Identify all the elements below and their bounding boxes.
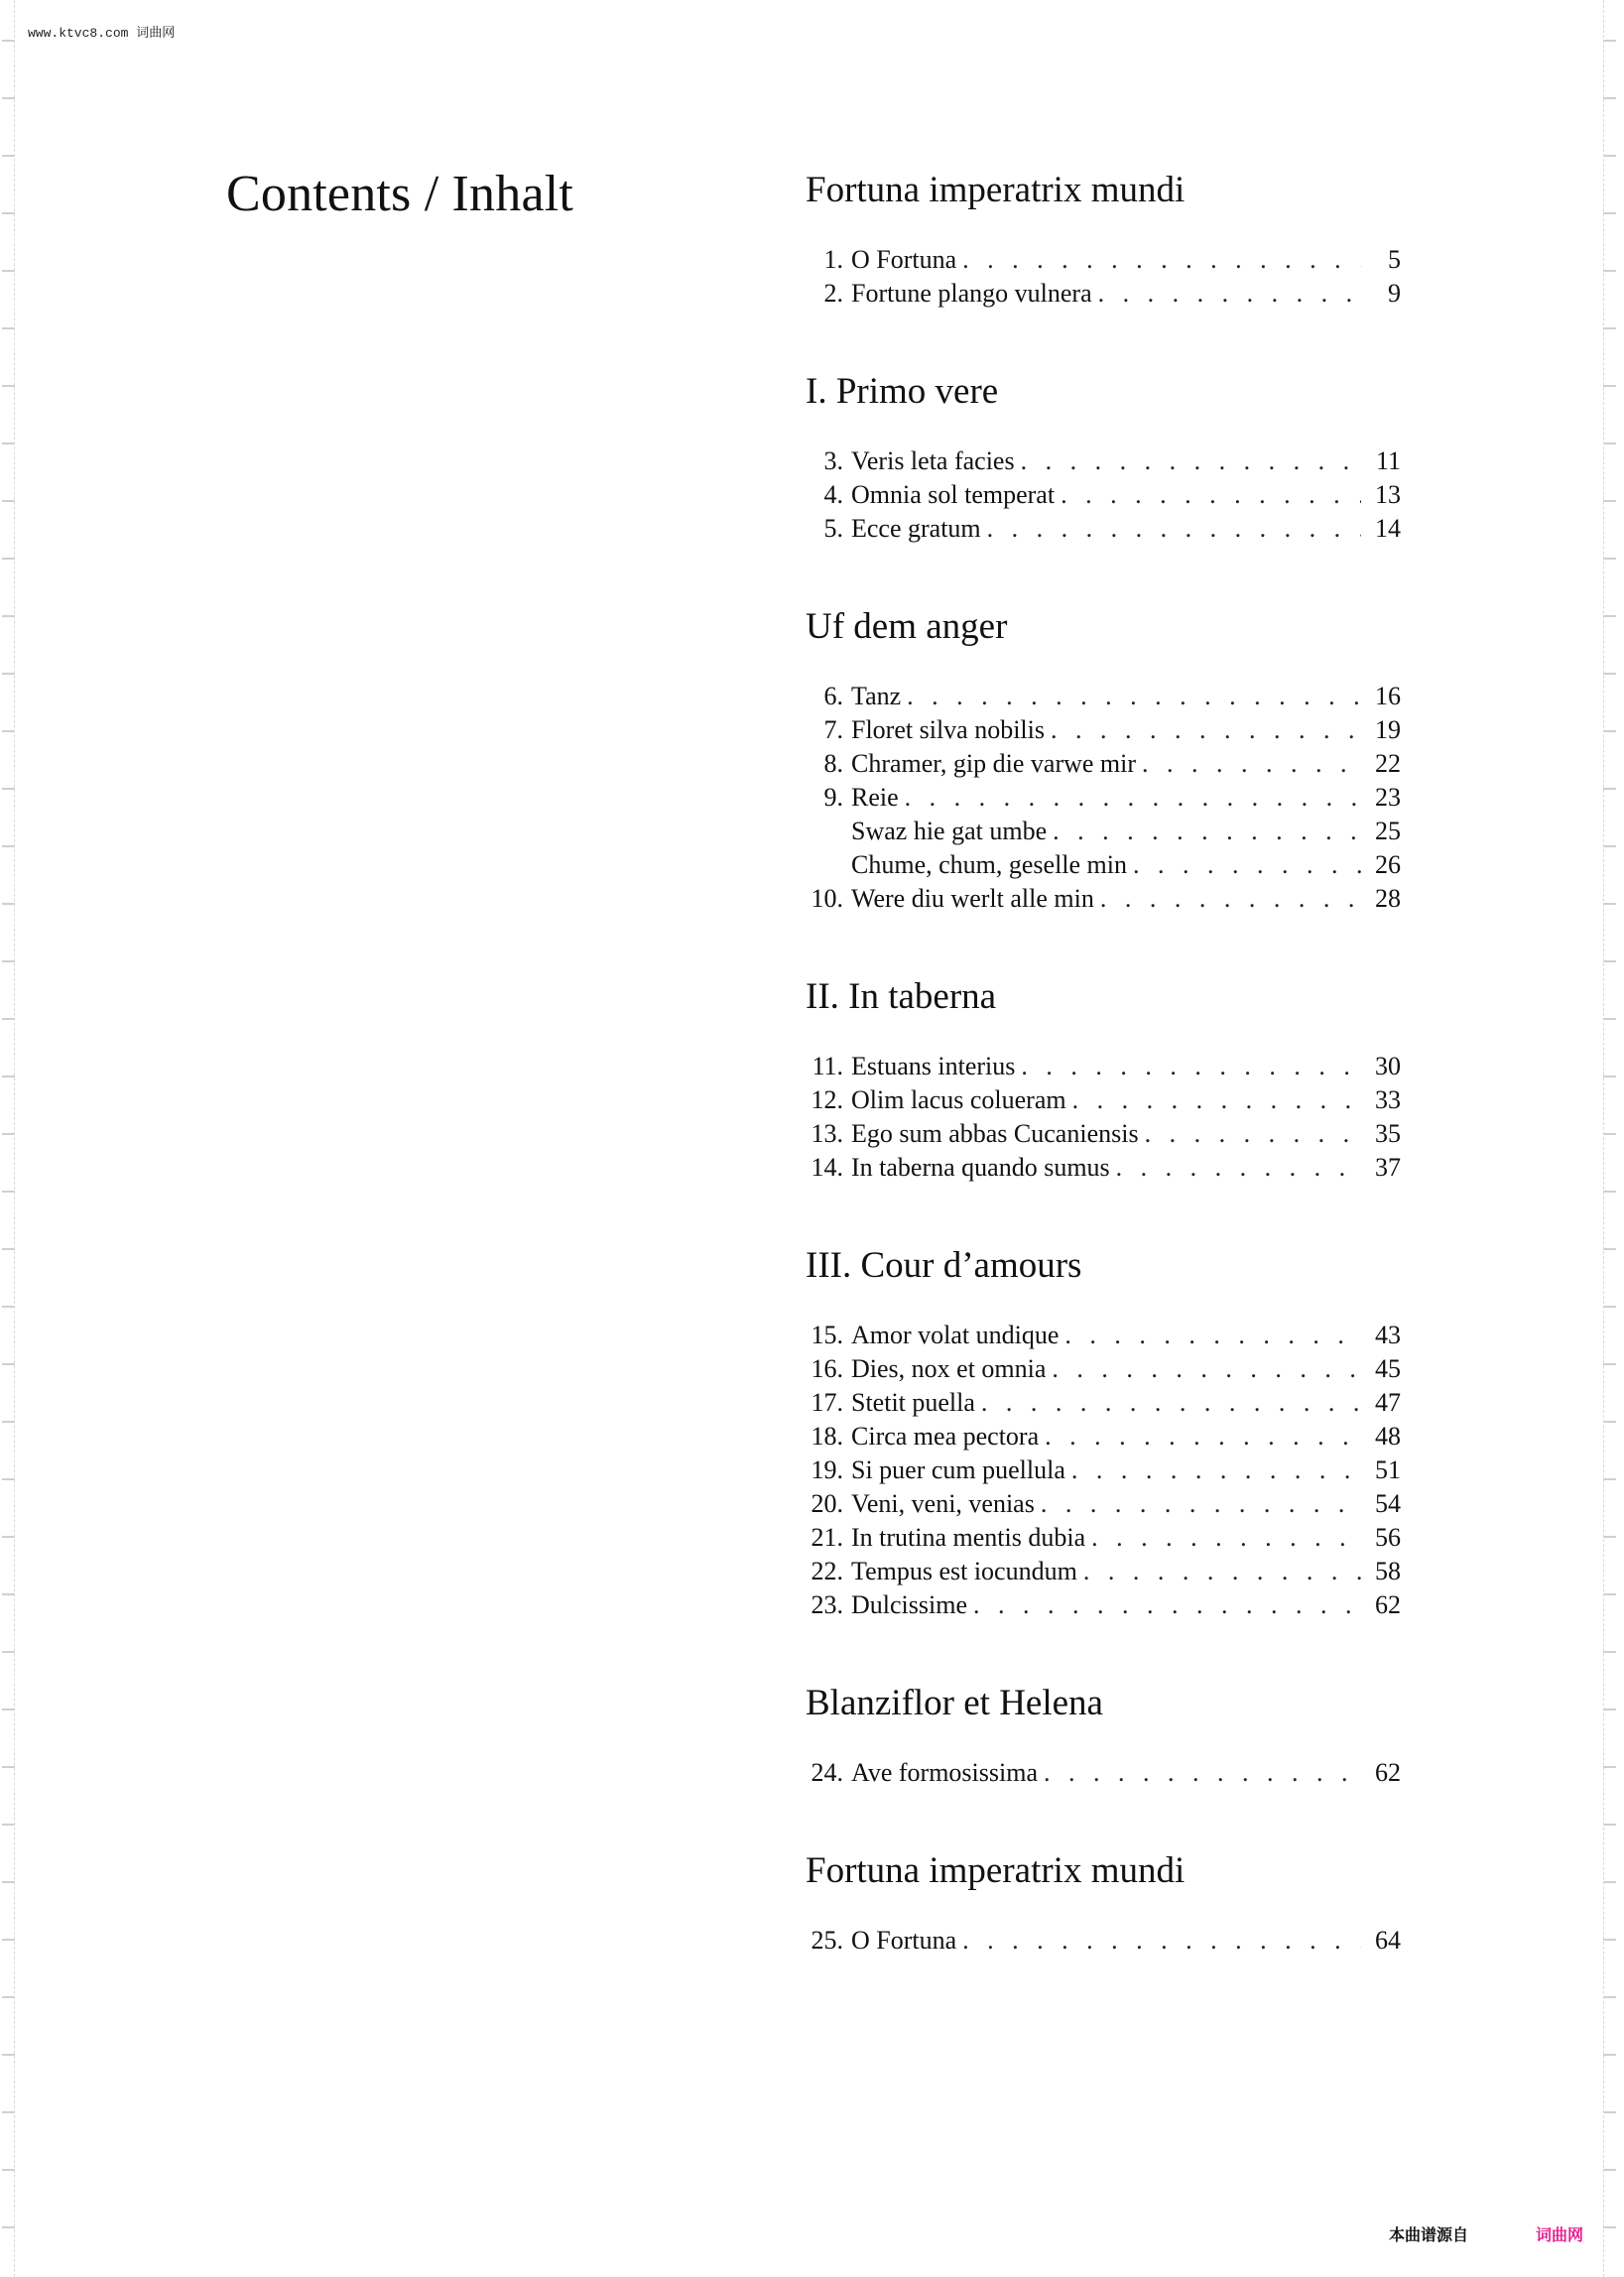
right-watermark-strip	[1603, 0, 1616, 2277]
dot-leader	[1061, 478, 1361, 512]
entry-number: 9.	[823, 783, 843, 812]
entry-number: 21.	[811, 1523, 843, 1552]
toc-entry	[806, 815, 1401, 848]
section-title: III. Cour d’amours	[806, 1245, 1082, 1286]
entry-page-number: 35	[1375, 1119, 1401, 1148]
footer-source-text: 本曲谱源自	[1389, 2225, 1469, 2244]
toc-entry	[806, 1151, 1401, 1185]
entry-title: Floret silva nobilis	[851, 715, 1045, 744]
dot-leader	[1045, 1420, 1361, 1454]
dot-leader	[1133, 848, 1361, 882]
entry-title: Olim lacus colueram	[851, 1085, 1066, 1114]
dot-leader	[1116, 1151, 1361, 1185]
entry-page-number: 9	[1388, 279, 1401, 308]
toc-entry	[806, 1083, 1401, 1117]
section-title: Blanziflor et Helena	[806, 1683, 1103, 1723]
entry-title: Dulcissime	[851, 1590, 967, 1619]
toc-section	[806, 169, 1401, 311]
entry-number: 22.	[811, 1557, 843, 1585]
left-watermark-strip	[2, 0, 15, 2277]
toc-entry	[806, 713, 1401, 747]
entry-page-number: 30	[1375, 1052, 1401, 1080]
entry-number: 8.	[823, 749, 843, 778]
section-title: Uf dem anger	[806, 606, 1008, 647]
dot-leader	[1064, 1319, 1361, 1352]
section-title: I. Primo vere	[806, 371, 999, 412]
entry-page-number: 25	[1375, 817, 1401, 845]
dot-leader	[1091, 1521, 1361, 1555]
toc-entry	[806, 1386, 1401, 1420]
entry-page-number: 11	[1375, 446, 1401, 475]
entry-title: O Fortuna	[851, 245, 957, 274]
table-of-contents	[806, 169, 1401, 2017]
toc-entry	[806, 747, 1401, 781]
toc-entry	[806, 1487, 1401, 1521]
entry-number: 24.	[811, 1758, 843, 1787]
entry-number: 4.	[823, 480, 843, 509]
entry-title: Veris leta facies	[851, 446, 1015, 475]
dot-leader	[1072, 1083, 1361, 1117]
entry-number: 6.	[823, 682, 843, 710]
entry-title: In trutina mentis dubia	[851, 1523, 1086, 1552]
entry-number: 12.	[811, 1085, 843, 1114]
entry-title: Si puer cum puellula	[851, 1455, 1065, 1484]
toc-entry	[806, 1521, 1401, 1555]
entry-number: 11.	[812, 1052, 843, 1080]
entry-page-number: 58	[1375, 1557, 1401, 1585]
entry-number: 20.	[811, 1489, 843, 1518]
dot-leader	[962, 1924, 1361, 1958]
dot-leader	[1071, 1454, 1361, 1487]
entry-page-number: 23	[1375, 783, 1401, 812]
entry-title: Tempus est iocundum	[851, 1557, 1077, 1585]
entry-page-number: 37	[1375, 1153, 1401, 1182]
toc-entry	[806, 1454, 1401, 1487]
entry-page-number: 16	[1375, 682, 1401, 710]
entry-number: 23.	[811, 1590, 843, 1619]
entry-title: Veni, veni, venias	[851, 1489, 1035, 1518]
entry-number: 17.	[811, 1388, 843, 1417]
entry-title: Chume, chum, geselle min	[851, 850, 1128, 879]
entry-title: In taberna quando sumus	[851, 1153, 1110, 1182]
entry-title: Omnia sol temperat	[851, 480, 1056, 509]
toc-entry	[806, 1050, 1401, 1083]
toc-entry	[806, 1352, 1401, 1386]
entry-title: Ego sum abbas Cucaniensis	[851, 1119, 1139, 1148]
toc-entry	[806, 512, 1401, 546]
entry-title: Fortune plango vulnera	[851, 279, 1092, 308]
section-title: Fortuna imperatrix mundi	[806, 1850, 1186, 1891]
toc-entry	[806, 444, 1401, 478]
dot-leader	[1098, 277, 1361, 311]
page-title: Contents / Inhalt	[226, 166, 574, 222]
entry-number: 1.	[823, 245, 843, 274]
dot-leader	[1021, 1050, 1361, 1083]
dot-leader	[1041, 1487, 1361, 1521]
toc-entry	[806, 277, 1401, 311]
entry-title: Tanz	[851, 682, 902, 710]
entry-page-number: 28	[1375, 884, 1401, 913]
toc-entry	[806, 1756, 1401, 1790]
entry-number: 10.	[811, 884, 843, 913]
entry-page-number: 54	[1375, 1489, 1401, 1518]
dot-leader	[905, 781, 1361, 815]
dot-leader	[1053, 815, 1361, 848]
entry-title: Reie	[851, 783, 899, 812]
dot-leader	[1083, 1555, 1361, 1588]
entry-title: Ave formosissima	[851, 1758, 1038, 1787]
entry-title: O Fortuna	[851, 1926, 957, 1955]
entry-page-number: 13	[1375, 480, 1401, 509]
entry-number: 2.	[823, 279, 843, 308]
entry-number: 14.	[811, 1153, 843, 1182]
entry-page-number: 26	[1375, 850, 1401, 879]
entry-number: 18.	[811, 1422, 843, 1451]
toc-entry	[806, 1117, 1401, 1151]
toc-entry	[806, 1555, 1401, 1588]
entry-title: Dies, nox et omnia	[851, 1354, 1047, 1383]
entry-title: Were diu werlt alle min	[851, 884, 1094, 913]
toc-section	[806, 1682, 1401, 1790]
entry-title: Circa mea pectora	[851, 1422, 1040, 1451]
entry-page-number: 22	[1375, 749, 1401, 778]
entry-page-number: 48	[1375, 1422, 1401, 1451]
entry-page-number: 5	[1388, 245, 1401, 274]
watermark-url: www.ktvc8.com 词曲网	[28, 26, 176, 41]
dot-leader	[1142, 747, 1361, 781]
dot-leader	[907, 680, 1361, 713]
entry-title: Chramer, gip die varwe mir	[851, 749, 1137, 778]
entry-number: 3.	[823, 446, 843, 475]
entry-page-number: 14	[1375, 514, 1401, 543]
entry-page-number: 51	[1375, 1455, 1401, 1484]
entry-title: Amor volat undique	[851, 1321, 1060, 1349]
toc-section	[806, 605, 1401, 916]
entry-number: 25.	[811, 1926, 843, 1955]
toc-section	[806, 1244, 1401, 1622]
toc-entry	[806, 1319, 1401, 1352]
entry-page-number: 33	[1375, 1085, 1401, 1114]
toc-section	[806, 1849, 1401, 1958]
entry-number: 7.	[823, 715, 843, 744]
toc-entry	[806, 1924, 1401, 1958]
entry-page-number: 56	[1375, 1523, 1401, 1552]
toc-entry	[806, 848, 1401, 882]
dot-leader	[987, 512, 1361, 546]
toc-entry	[806, 1588, 1401, 1622]
entry-page-number: 62	[1375, 1758, 1401, 1787]
dot-leader	[973, 1588, 1361, 1622]
entry-page-number: 43	[1375, 1321, 1401, 1349]
entry-title: Estuans interius	[851, 1052, 1016, 1080]
toc-entry	[806, 882, 1401, 916]
entry-page-number: 45	[1375, 1354, 1401, 1383]
footer-logo: 词曲网	[1536, 2225, 1584, 2244]
toc-entry	[806, 781, 1401, 815]
dot-leader	[981, 1386, 1361, 1420]
entry-page-number: 47	[1375, 1388, 1401, 1417]
dot-leader	[1145, 1117, 1361, 1151]
toc-entry	[806, 478, 1401, 512]
toc-entry	[806, 680, 1401, 713]
entry-page-number: 19	[1375, 715, 1401, 744]
entry-page-number: 62	[1375, 1590, 1401, 1619]
entry-page-number: 64	[1375, 1926, 1401, 1955]
dot-leader	[1051, 713, 1361, 747]
entry-number: 15.	[811, 1321, 843, 1349]
entry-number: 5.	[823, 514, 843, 543]
entry-number: 13.	[811, 1119, 843, 1148]
section-title: II. In taberna	[806, 976, 997, 1017]
entry-title: Stetit puella	[851, 1388, 975, 1417]
entry-number: 19.	[811, 1455, 843, 1484]
entry-title: Ecce gratum	[851, 514, 981, 543]
toc-entry	[806, 243, 1401, 277]
section-title: Fortuna imperatrix mundi	[806, 170, 1186, 210]
entry-title: Swaz hie gat umbe	[851, 817, 1048, 845]
toc-section	[806, 370, 1401, 546]
entry-number: 16.	[811, 1354, 843, 1383]
dot-leader	[1100, 882, 1361, 916]
dot-leader	[1021, 444, 1361, 478]
dot-leader	[1044, 1756, 1361, 1790]
toc-entry	[806, 1420, 1401, 1454]
dot-leader	[1052, 1352, 1361, 1386]
toc-section	[806, 975, 1401, 1185]
dot-leader	[962, 243, 1361, 277]
